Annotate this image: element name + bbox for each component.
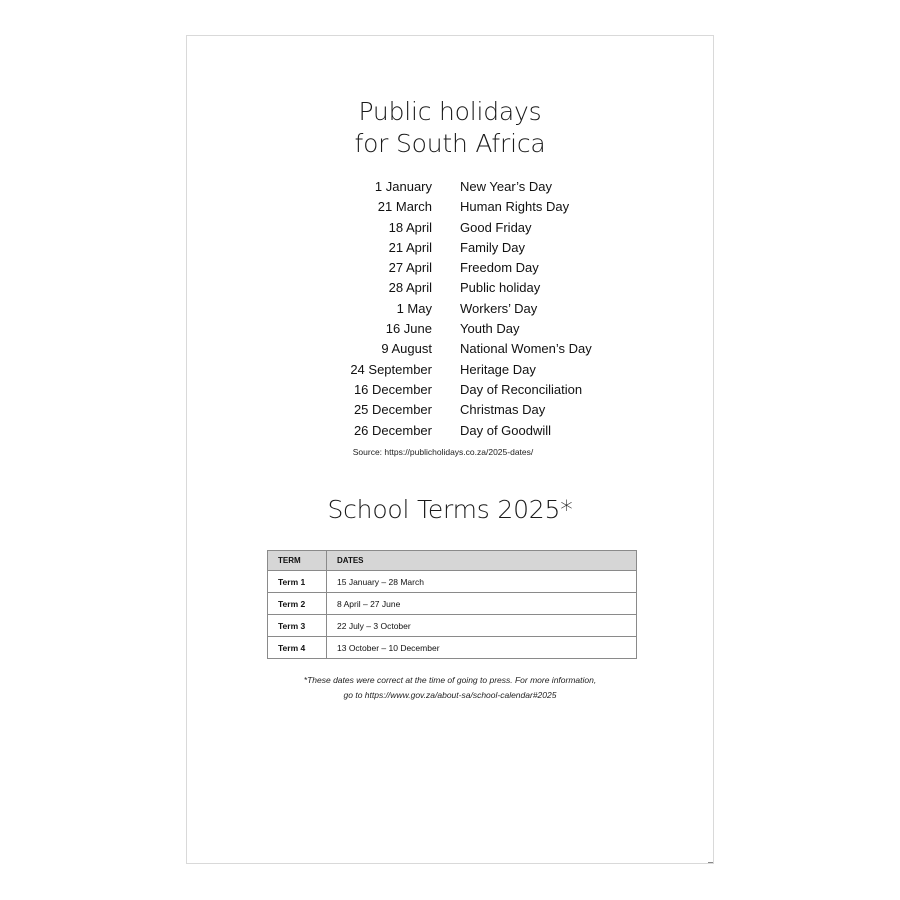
holiday-row xyxy=(187,380,713,400)
holiday-name: Day of Goodwill xyxy=(460,422,552,438)
holiday-name: Public holiday xyxy=(460,280,541,296)
table-row xyxy=(268,615,637,637)
holiday-name: Workers’ Day xyxy=(460,300,538,316)
holiday-row xyxy=(187,299,713,319)
holiday-row xyxy=(187,218,713,238)
footnote-line2: go to https://www.gov.za/about-sa/school-calendar#2025 xyxy=(343,690,557,700)
holiday-date: 16 June xyxy=(385,321,432,337)
term-cell: Term 1 xyxy=(268,571,327,593)
holiday-date: 26 December xyxy=(353,422,432,438)
table-row xyxy=(268,593,637,615)
table-header-row xyxy=(268,551,637,571)
calendar-page xyxy=(186,35,714,864)
holiday-date: 21 April xyxy=(388,239,432,255)
holiday-row xyxy=(187,400,713,420)
term-column-header: TERM xyxy=(268,551,327,571)
holiday-name: Christmas Day xyxy=(460,402,546,418)
school-terms-table xyxy=(267,550,637,659)
holiday-name: National Women’s Day xyxy=(460,341,592,357)
holiday-name: Human Rights Day xyxy=(460,199,570,215)
holiday-date: 1 May xyxy=(396,300,432,316)
dates-column-header: DATES xyxy=(327,551,637,571)
terms-title xyxy=(187,494,713,526)
holiday-name: Freedom Day xyxy=(460,260,539,276)
holiday-row xyxy=(187,278,713,298)
holiday-row xyxy=(187,258,713,278)
holiday-name: Family Day xyxy=(460,239,526,255)
holiday-date: 28 April xyxy=(388,280,432,296)
holiday-date: 1 January xyxy=(374,179,432,194)
holiday-row xyxy=(187,177,713,197)
dates-cell: 15 January – 28 March xyxy=(327,571,637,593)
holiday-date: 9 August xyxy=(381,341,432,357)
holiday-name: New Year’s Day xyxy=(460,179,553,194)
holidays-title-line2: for South Africa xyxy=(354,129,546,158)
holiday-list xyxy=(187,177,713,441)
holiday-date: 25 December xyxy=(353,402,432,418)
footnote-line1: *These dates were correct at the time of going to press. For more information, xyxy=(303,675,597,685)
dates-cell: 8 April – 27 June xyxy=(327,593,637,615)
term-cell: Term 3 xyxy=(268,615,327,637)
holiday-row xyxy=(187,360,713,380)
holidays-title xyxy=(187,96,713,160)
term-cell: Term 4 xyxy=(268,637,327,659)
table-row xyxy=(268,571,637,593)
holiday-date: 16 December xyxy=(353,381,432,397)
page-corner-mark xyxy=(708,862,713,863)
holiday-date: 27 April xyxy=(388,260,432,276)
holiday-name: Good Friday xyxy=(460,219,532,235)
dates-cell: 13 October – 10 December xyxy=(327,637,637,659)
holiday-row xyxy=(187,339,713,359)
holiday-row xyxy=(187,238,713,258)
table-row xyxy=(268,637,637,659)
holiday-date: 21 March xyxy=(377,199,432,215)
holiday-name: Youth Day xyxy=(460,321,520,337)
holiday-row xyxy=(187,197,713,217)
terms-footnote xyxy=(187,673,713,703)
holiday-name: Day of Reconciliation xyxy=(460,381,583,397)
dates-cell: 22 July – 3 October xyxy=(327,615,637,637)
holiday-name: Heritage Day xyxy=(460,361,536,377)
holidays-title-line1: Public holidays xyxy=(358,97,542,126)
holiday-date: 18 April xyxy=(388,219,432,235)
term-cell: Term 2 xyxy=(268,593,327,615)
holidays-source: Source: https://publicholidays.co.za/2025-dates/ xyxy=(352,447,534,457)
holiday-row xyxy=(187,319,713,339)
terms-title-text: School Terms 2025* xyxy=(327,495,573,524)
holiday-row xyxy=(187,421,713,441)
holiday-date: 24 September xyxy=(350,361,432,377)
